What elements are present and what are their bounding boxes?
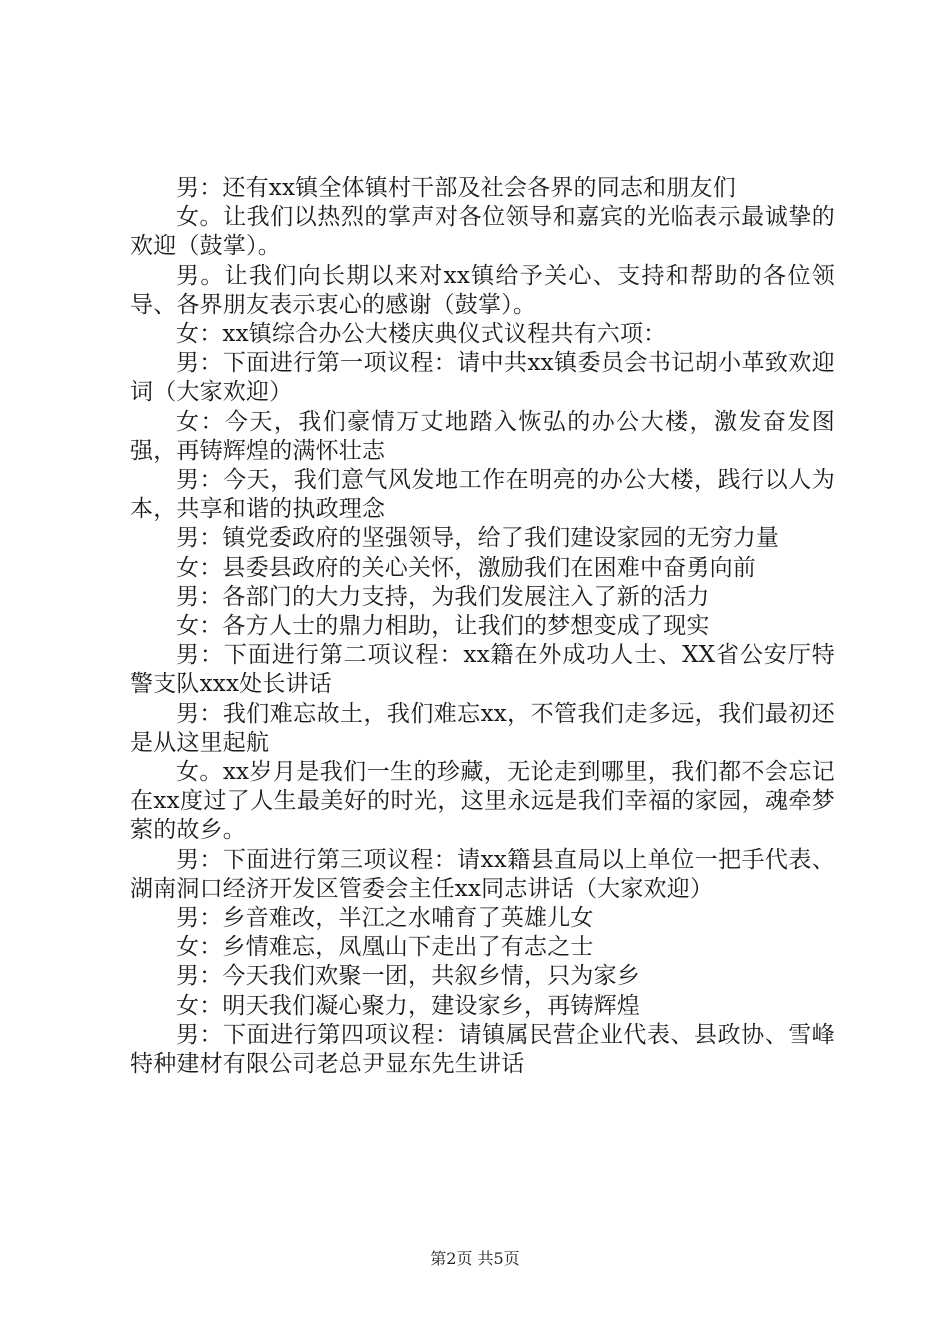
page-number-footer: 第2页 共5页 — [430, 1249, 520, 1268]
paragraph: 男：乡音难改，半江之水哺育了英雄儿女 — [176, 905, 594, 932]
paragraph: 男：各部门的大力支持，为我们发展注入了新的活力 — [176, 583, 710, 610]
paragraph: 男：我们难忘故土，我们难忘xx，不管我们走多远，我们最初还是从这里起航 — [130, 700, 835, 756]
paragraph: 女。xx岁月是我们一生的珍藏，无论走到哪里，我们都不会忘记在xx度过了人生最美好的时光，这里永远是我们幸福的家园，魂牵梦萦的故乡。 — [130, 759, 835, 844]
paragraph: 男：下面进行第二项议程：xx籍在外成功人士、XX省公安厅特警支队xxx处长讲话 — [130, 642, 835, 698]
paragraph: 男：今天我们欢聚一团，共叙乡情，只为家乡 — [176, 963, 640, 990]
document-body — [130, 174, 835, 1079]
paragraph: 男：今天，我们意气风发地工作在明亮的办公大楼，践行以人为本，共享和谐的执政理念 — [130, 467, 835, 523]
paragraph: 女：今天，我们豪情万丈地踏入恢弘的办公大楼，激发奋发图强，再铸辉煌的满怀壮志 — [130, 408, 835, 464]
paragraph: 女：明天我们凝心聚力，建设家乡，再铸辉煌 — [176, 992, 640, 1019]
paragraph: 女：xx镇综合办公大楼庆典仪式议程共有六项： — [176, 321, 667, 348]
paragraph: 男：还有xx镇全体镇村干部及社会各界的同志和朋友们 — [176, 175, 736, 201]
paragraph: 女：各方人士的鼎力相助，让我们的梦想变成了现实 — [176, 613, 710, 640]
paragraph: 男：下面进行第四项议程：请镇属民营企业代表、县政协、雪峰特种建材有限公司老总尹显东先生讲话 — [130, 1021, 835, 1078]
paragraph: 女：县委县政府的关心关怀，激励我们在困难中奋勇向前 — [176, 554, 756, 581]
paragraph: 男。让我们向长期以来对xx镇给予关心、支持和帮助的各位领导、各界朋友表示衷心的感谢（鼓掌）。 — [130, 262, 835, 318]
paragraph: 女：乡情难忘，凤凰山下走出了有志之士 — [176, 934, 594, 961]
paragraph: 男：镇党委政府的坚强领导，给了我们建设家园的无穷力量 — [176, 525, 780, 552]
paragraph: 女。让我们以热烈的掌声对各位领导和嘉宾的光临表示最诚挚的欢迎（鼓掌）。 — [130, 204, 835, 260]
paragraph: 男：下面进行第三项议程：请xx籍县直局以上单位一把手代表、湖南洞口经济开发区管委会主任xx同志讲话（大家欢迎） — [130, 846, 835, 902]
paragraph: 男：下面进行第一项议程：请中共xx镇委员会书记胡小革致欢迎词（大家欢迎） — [130, 350, 835, 406]
